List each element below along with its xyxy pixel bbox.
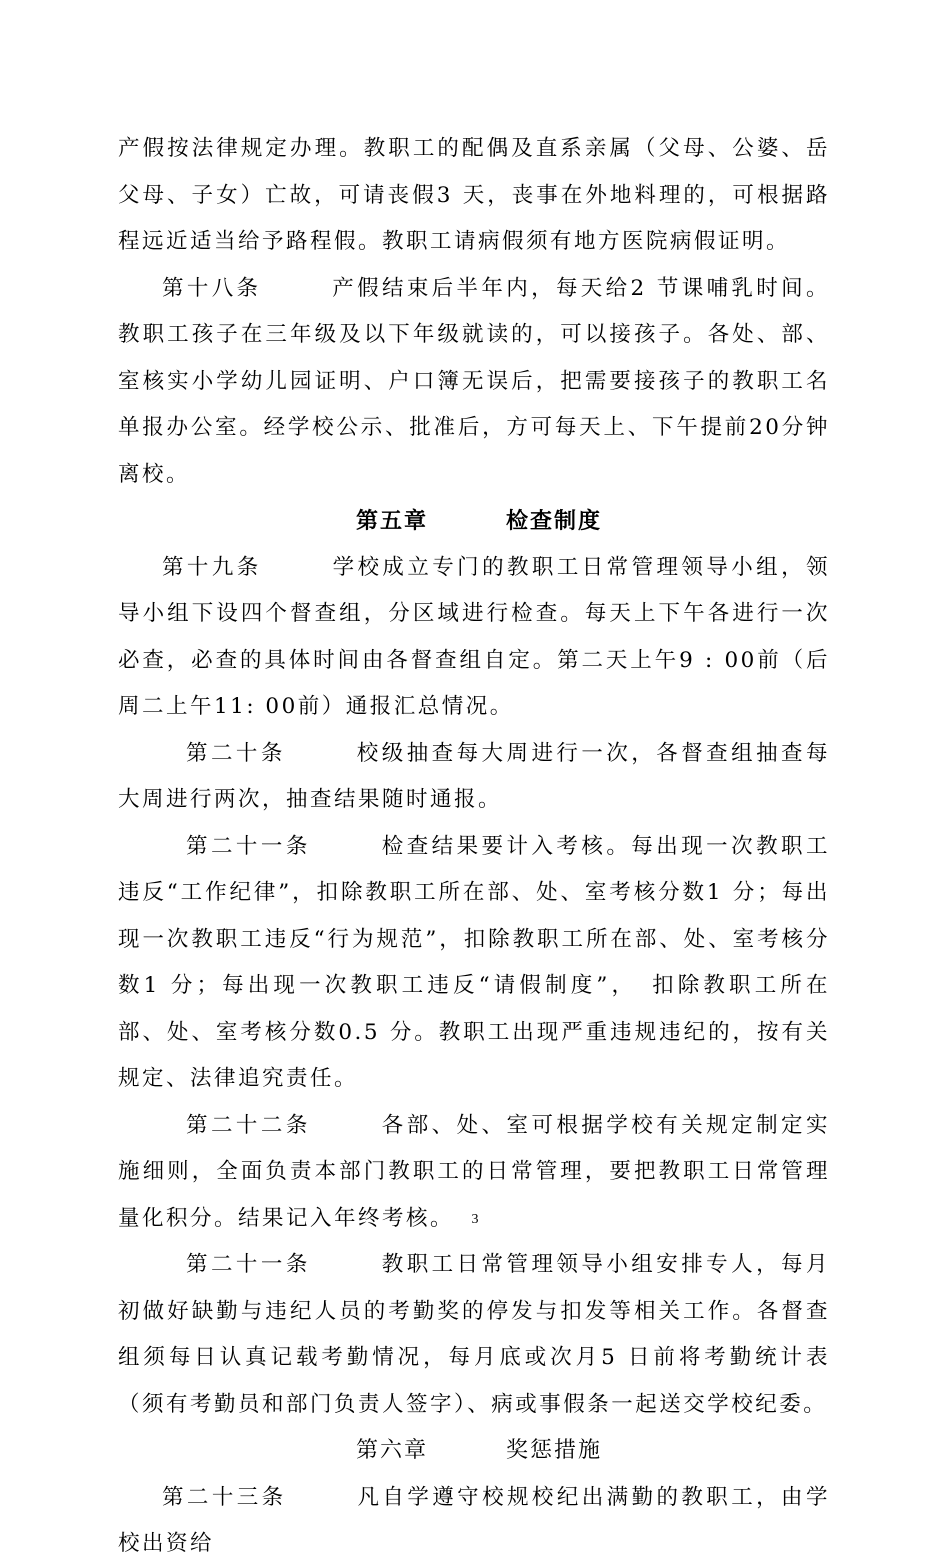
article-19-label: 第十九条 bbox=[162, 554, 262, 580]
article-23-label: 第二十三条 bbox=[162, 1484, 287, 1510]
article-18 bbox=[118, 266, 830, 499]
article-22-body: 各部、处、室可根据学校有关规定制定实施细则，全面负责本部门教职工的日常管理，要把教职工日常管理量化积分。结果记入年终考核。 bbox=[118, 1112, 830, 1231]
article-22-label: 第二十二条 bbox=[186, 1112, 311, 1138]
chapter-5-number: 第五章 bbox=[356, 508, 429, 534]
chapter-5-title: 检查制度 bbox=[506, 508, 603, 534]
article-23 bbox=[118, 1475, 830, 1568]
chapter-5-heading bbox=[118, 498, 830, 545]
paragraph-leave-continued: 产假按法律规定办理。教职工的配偶及直系亲属（父母、公婆、岳父母、子女）亡故，可请丧假3 天，丧事在外地料理的，可根据路程远近适当给予路程假。教职工请病假须有地方医院病假证明。 bbox=[118, 136, 830, 254]
article-21-label: 第二十一条 bbox=[186, 833, 311, 859]
article-19 bbox=[118, 545, 830, 731]
article-23-body: 凡自学遵守校规校纪出满勤的教职工，由学校出资给 bbox=[118, 1484, 830, 1556]
article-21-body: 检查结果要计入考核。每出现一次教职工违反“工作纪律”，扣除教职工所在部、处、室考核分数1 分；每出现一次教职工违反“行为规范”，扣除教职工所在部、处、室考核分数1 分；每出现一次教职工违反“请假制度”， 扣除教职工所在部、处、室考核分数0.5 分。教职工出现严重违规违纪的，按有关规定、法律追究责任。 bbox=[118, 833, 830, 1091]
article-19-body: 学校成立专门的教职工日常管理领导小组，领导小组下设四个督查组，分区域进行检查。每天上下午各进行一次必查，必查的具体时间由各督查组自定。第二天上午9 : 00前（后周二上午11: 00前）通报汇总情况。 bbox=[118, 554, 830, 719]
article-20 bbox=[118, 731, 830, 824]
article-21-second-label: 第二十一条 bbox=[186, 1252, 311, 1277]
chapter-6-number: 第六章 bbox=[356, 1438, 429, 1463]
article-21-second-body: 教职工日常管理领导小组安排专人，每月初做好缺勤与违纪人员的考勤奖的停发与扣发等相关工作。各督查组须每日认真记载考勤情况，每月底或次月5 日前将考勤统计表（须有考勤员和部门负责人签字）、病或事假条一起送交学校纪委。 bbox=[118, 1252, 830, 1417]
article-20-body: 校级抽查每大周进行一次，各督查组抽查每大周进行两次，抽查结果随时通报。 bbox=[118, 740, 830, 812]
chapter-6-title: 奖惩措施 bbox=[506, 1438, 603, 1463]
chapter-6-heading bbox=[118, 1428, 830, 1475]
article-18-body: 产假结束后半年内，每天给2 节课哺乳时间。教职工孩子在三年级及以下年级就读的，可以接孩子。各处、部、室核实小学幼儿园证明、户口簿无误后，把需要接孩子的教职工名单报办公室。经学校公示、批准后，方可每天上、下午提前20分钟离校。 bbox=[118, 275, 830, 487]
document-body bbox=[118, 126, 830, 1568]
article-20-label: 第二十条 bbox=[186, 740, 286, 766]
article-18-label: 第十八条 bbox=[162, 275, 262, 301]
article-21-second bbox=[118, 1242, 830, 1428]
page-number: 3 bbox=[471, 1212, 479, 1227]
article-21 bbox=[118, 824, 830, 1103]
